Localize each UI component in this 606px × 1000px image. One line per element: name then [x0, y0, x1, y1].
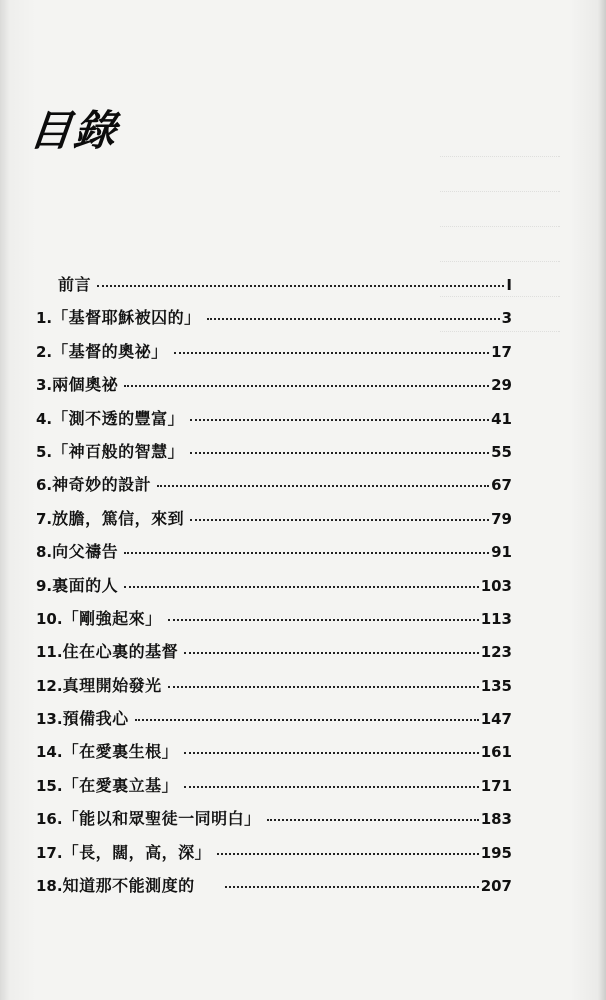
toc-entry-page-number: 55	[491, 442, 512, 461]
toc-entry-title: 真理開始發光	[62, 675, 162, 695]
toc-entry-chapter-15	[36, 773, 512, 806]
toc-dot-leader	[184, 752, 479, 754]
toc-entry-page-number: 3	[501, 309, 512, 328]
toc-entry-chapter-14	[36, 739, 512, 772]
toc-dot-leader	[190, 419, 489, 421]
toc-entry-number: 9.	[36, 576, 53, 595]
toc-dot-leader	[267, 819, 479, 821]
table-of-contents	[36, 272, 512, 906]
toc-entry-title: 前言	[58, 275, 92, 294]
toc-entry-number: 1.	[36, 309, 53, 328]
toc-entry-page-number: 103	[480, 576, 512, 595]
toc-entry-page-number: 17	[491, 342, 512, 361]
toc-dot-leader	[97, 285, 504, 287]
toc-entry-chapter-3	[36, 372, 512, 405]
toc-entry-number: 4.	[36, 409, 53, 428]
toc-entry-number: 6.	[36, 476, 53, 495]
toc-entry-title: 「在愛裏生根」	[62, 742, 179, 762]
toc-entry-chapter-5	[36, 439, 512, 472]
toc-entry-chapter-12	[36, 673, 512, 706]
toc-entry-page-number: 207	[480, 877, 512, 896]
toc-entry-title: 「能以和眾聖徒一同明白」	[62, 809, 261, 829]
toc-entry-number: 8.	[36, 543, 53, 562]
toc-entry-page-number: I	[506, 276, 512, 294]
toc-entry-page-number: 161	[480, 743, 512, 762]
toc-entry-chapter-13	[36, 706, 512, 739]
toc-entry-chapter-17	[36, 840, 512, 873]
toc-entry-number: 12.	[36, 676, 63, 695]
toc-entry-title: 「長，闊，高，深」	[62, 842, 212, 862]
toc-entry-number: 10.	[36, 609, 63, 628]
toc-entry-chapter-7	[36, 506, 512, 539]
toc-entry-chapter-11	[36, 639, 512, 672]
toc-entry-page-number: 91	[491, 543, 512, 562]
toc-entry-title: 兩個奧祕	[52, 375, 119, 395]
toc-entry-number: 2.	[36, 342, 53, 361]
toc-dot-leader	[124, 586, 479, 588]
toc-entry-title: 「基督的奧祕」	[52, 341, 168, 361]
toc-entry-page-number: 123	[480, 643, 512, 662]
toc-entry-chapter-4	[36, 406, 512, 439]
toc-entry-number: 15.	[36, 776, 63, 795]
toc-dot-leader	[135, 719, 479, 721]
toc-dot-leader	[124, 385, 489, 387]
toc-entry-page-number: 147	[480, 710, 512, 729]
toc-entry-number: 5.	[36, 442, 53, 461]
toc-entry-number: 3.	[36, 376, 53, 395]
toc-entry-title: 知道那不能測度的	[62, 876, 195, 896]
toc-entry-number: 13.	[36, 710, 63, 729]
toc-dot-leader	[207, 318, 500, 320]
toc-dot-leader	[190, 519, 489, 521]
toc-dot-leader	[124, 552, 489, 554]
toc-entry-chapter-9	[36, 573, 512, 606]
toc-entry-title: 「測不透的豐富」	[52, 408, 185, 428]
toc-entry-title: 住在心裏的基督	[62, 642, 179, 662]
toc-entry-page-number: 135	[480, 676, 512, 695]
toc-entry-title: 「基督耶穌被囚的」	[52, 308, 201, 328]
toc-entry-chapter-6	[36, 472, 512, 505]
toc-entry-title: 放膽，篤信，來到	[52, 508, 185, 528]
toc-dot-leader	[157, 485, 489, 487]
toc-dot-leader	[168, 619, 479, 621]
toc-entry-number: 11.	[36, 643, 63, 662]
toc-entry-page-number: 183	[480, 810, 512, 829]
toc-entry-chapter-8	[36, 539, 512, 572]
toc-dot-leader	[184, 786, 479, 788]
toc-entry-number: 14.	[36, 743, 63, 762]
toc-entry-chapter-16	[36, 806, 512, 839]
toc-entry-title: 向父禱告	[52, 542, 119, 562]
toc-entry-title: 「在愛裏立基」	[62, 775, 179, 795]
toc-dot-leader	[217, 853, 479, 855]
toc-entry-title: 「剛強起來」	[62, 608, 162, 628]
toc-entry-chapter-1	[36, 305, 512, 338]
toc-entry-page-number: 171	[480, 776, 512, 795]
toc-entry-page-number: 29	[491, 376, 512, 395]
toc-entry-chapter-10	[36, 606, 512, 639]
toc-entry-number: 18.	[36, 877, 63, 896]
toc-dot-leader	[168, 686, 479, 688]
toc-dot-leader	[184, 652, 479, 654]
toc-entry-title: 預備我心	[62, 709, 129, 729]
toc-entry-number: 16.	[36, 810, 63, 829]
toc-dot-leader	[174, 352, 489, 354]
toc-entry-title: 神奇妙的設計	[52, 475, 152, 495]
toc-entry-page-number: 113	[480, 609, 512, 628]
page-title: 目錄	[27, 106, 121, 155]
toc-entry-page-number: 79	[491, 509, 512, 528]
toc-dot-leader	[190, 452, 489, 454]
toc-entry-chapter-18	[36, 873, 512, 906]
toc-entry-preface	[36, 272, 512, 305]
toc-entry-page-number: 195	[480, 843, 512, 862]
toc-entry-title: 「神百般的智慧」	[52, 441, 185, 461]
toc-entry-number: 7.	[36, 509, 53, 528]
toc-entry-page-number: 67	[491, 476, 512, 495]
toc-entry-number: 17.	[36, 843, 63, 862]
toc-entry-page-number: 41	[491, 409, 512, 428]
toc-entry-chapter-2	[36, 339, 512, 372]
toc-entry-title: 裏面的人	[52, 575, 119, 595]
toc-dot-leader	[225, 886, 479, 888]
